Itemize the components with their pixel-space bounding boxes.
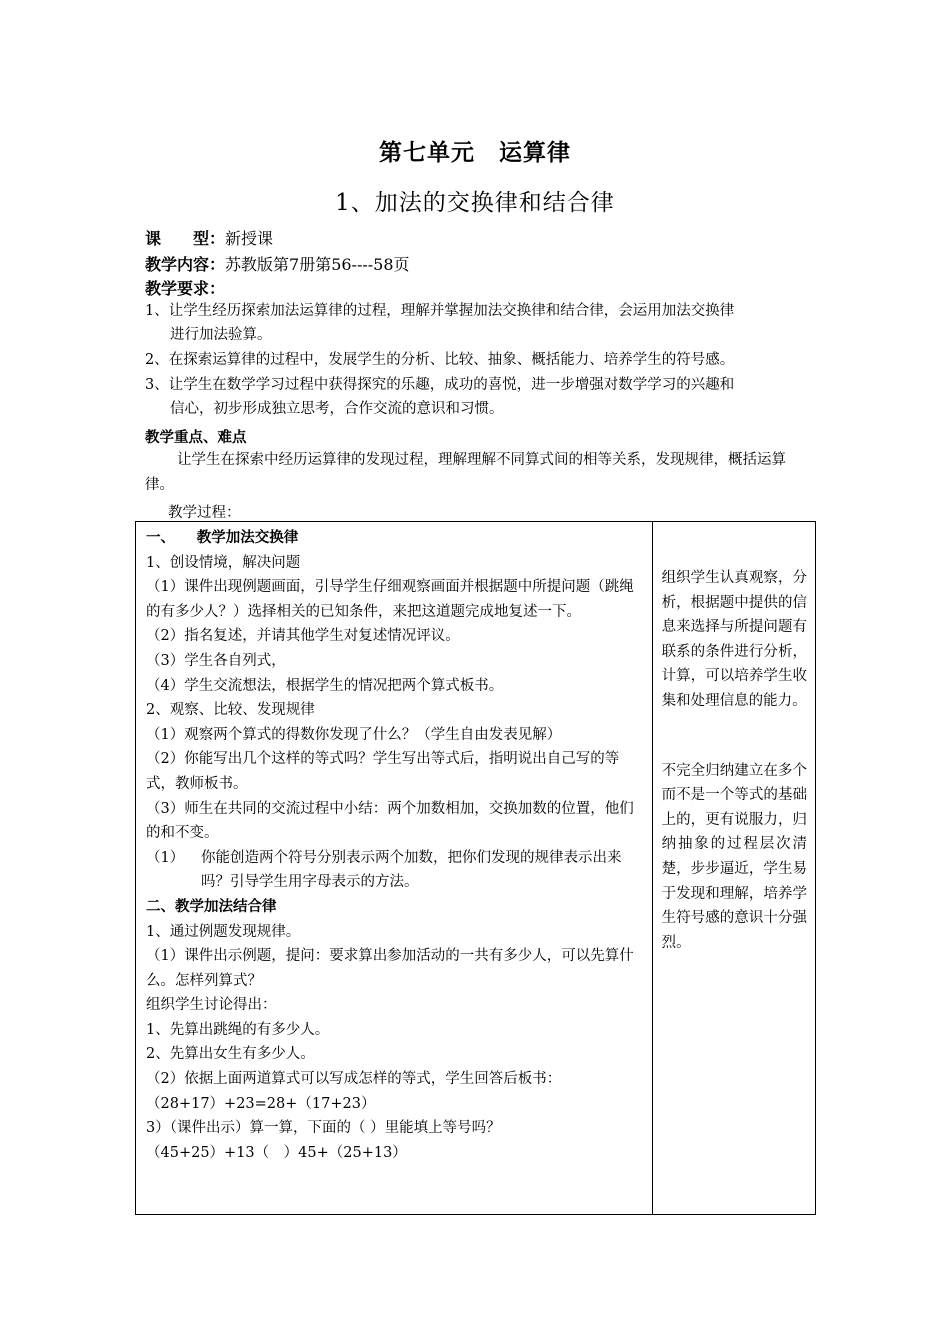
requirement-item: 2、在探索运算律的过程中，发展学生的分析、比较、抽象、概括能力、培养学生的符号感。 (145, 352, 735, 368)
key-points-heading: 教学重点、难点 (145, 429, 247, 446)
step-item: （3）师生在共同的交流过程中小结：两个加数相加，交换加数的位置，他们的和不变。 (146, 800, 634, 842)
part1-heading: 一、 教学加法交换律 (146, 529, 299, 546)
step-item: （4）学生交流想法，根据学生的情况把两个算式板书。 (146, 677, 504, 694)
step-item: 2、先算出女生有多少人。 (146, 1046, 315, 1063)
step-item: （1）课件出现例题画面，引导学生仔细观察画面并根据题中所提问题（跳绳的有多少人？）选择相关的已知条件，来把这道题完成地复述一下。 (146, 579, 634, 620)
process-cell (136, 522, 653, 1215)
key-points-text: 让学生在探索中经历运算律的发现过程，理解理解不同算式间的相等关系，发现规律，概括运算律。 (145, 452, 786, 493)
step-heading: 1、创设情境，解决问题 (146, 554, 301, 571)
step-item: （1）观察两个算式的得数你发现了什么？（学生自由发表见解） (146, 726, 562, 743)
part2-heading: 二、教学加法结合律 (146, 897, 277, 915)
lesson-title: 1、加法的交换律和结合律 (335, 190, 615, 216)
lesson-process-table (135, 521, 816, 1215)
lesson-type-value: 新授课 (225, 229, 274, 248)
design-note: 组织学生认真观察，分析，根据题中提供的信息来选择与所提问题有联系的条件进行分析，计算，可以培养学生收集和处理信息的能力。 (661, 570, 807, 709)
teaching-content-line (145, 252, 410, 275)
equation: （45+25）+13（ ）45+（25+13） (146, 1144, 407, 1161)
teaching-content-value: 苏教版第7册第56----58页 (225, 255, 410, 274)
step-item: （2）依据上面两道算式可以写成怎样的等式，学生回答后板书： (146, 1071, 562, 1088)
step-item: 1、先算出跳绳的有多少人。 (146, 1021, 330, 1038)
design-note: 不完全归纳建立在多个而不是一个等式的基础上的，更有说服力，归纳抽象的过程层次清楚，步步逼近，学生易于发现和理解，培养学生符号感的意识十分强烈。 (661, 762, 807, 951)
lesson-type-label: 课 型： (145, 229, 226, 248)
process-label: 教学过程： (168, 505, 241, 521)
step-heading: 1、通过例题发现规律。 (146, 923, 301, 940)
requirement-item: 3、让学生在数学学习过程中获得探究的乐趣，成功的喜悦，进一步增强对数学学习的兴趣和 信心，初步形成独立思考，合作交流的意识和习惯。 (145, 377, 735, 417)
requirements-heading: 教学要求： (145, 279, 226, 298)
step-item: （2）指名复述，并请其他学生对复述情况评议。 (146, 628, 460, 645)
step-item-number: （1） (146, 849, 185, 866)
requirement-item: 1、让学生经历探索加法运算律的过程，理解并掌握加法交换律和结合律，会运用加法交换律 进行加法验算。 (145, 303, 735, 343)
equation: （28+17）+23=28+（17+23） (146, 1095, 376, 1112)
step-item (146, 846, 644, 871)
step-item: （3）学生各自列式， (146, 652, 286, 669)
unit-title: 第七单元 运算律 (379, 139, 571, 166)
step-item: （1）课件出示例题，提问：要求算出参加活动的一共有多少人，可以先算什么。怎样列算式？ (146, 948, 634, 989)
step-item: 组织学生讨论得出： (146, 997, 277, 1014)
step-item: （2）你能写出几个这样的等式吗？学生写出等式后，指明说出自己写的等式，教师板书。 (146, 751, 620, 792)
lesson-type-line (145, 226, 273, 249)
step-item-text: 你能创造两个符号分别表示两个加数，把你们发现的规律表示出来吗？引导学生用字母表示的方法。 (201, 849, 622, 891)
step-heading: 2、观察、比较、发现规律 (146, 702, 315, 719)
notes-cell (652, 522, 815, 1215)
teaching-content-label: 教学内容： (145, 255, 226, 274)
step-item: 3）（课件出示）算一算，下面的（ ）里能填上等号吗？ (146, 1120, 501, 1137)
